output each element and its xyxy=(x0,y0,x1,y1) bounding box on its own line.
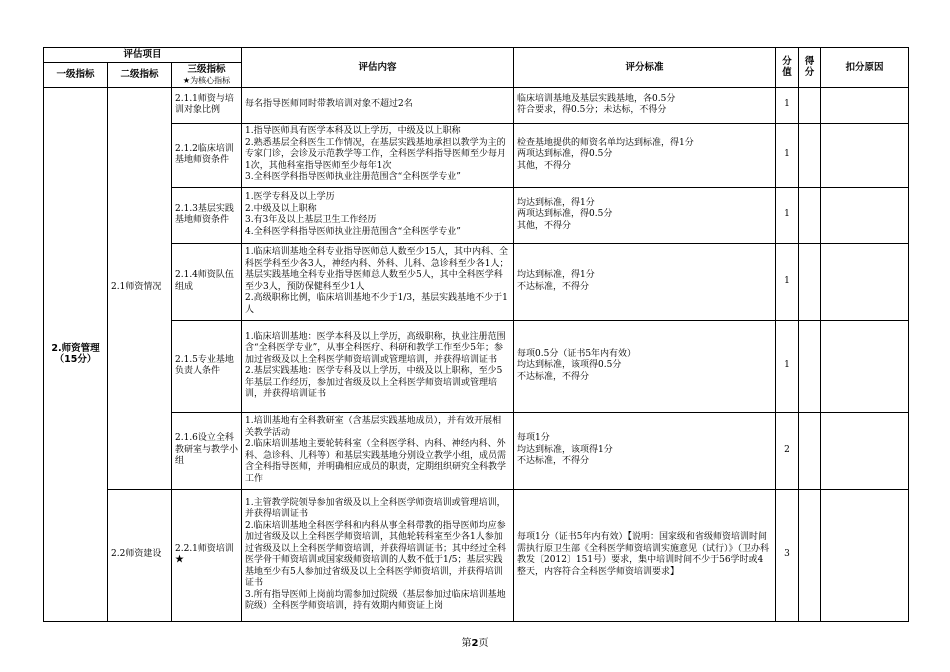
standard-cell: 临床培训基地及基层实践基地，各0.5分 符合要求，得0.5分；未达标，不得分 xyxy=(514,87,776,123)
obtained-cell[interactable] xyxy=(799,320,821,412)
table-row xyxy=(44,187,909,243)
score-cell: 2 xyxy=(776,412,799,489)
content-cell: 1.主管教学院领导参加省级及以上全科医学师资培训或管理培训，并获得培训证书 2.临床培训基地全科医学科和内科从事全科带教的指导医师均应参加过省级及以上全科医学师资培训，其他轮转科室至少各1人参加过省级及以上全科医学师资培训，并获得培训证书；其中经过全科医学骨干师资培训或国家级师资培训的人数不低于1/5；基层实践基地至少有5人参加过省级及以上全科医学师资培训，并获得培训证书 3.所有指导医师上岗前均需参加过院级（基层参加过临床培训基地院级）全科医学师资培训，持有效期内师资证上岗 xyxy=(242,489,514,621)
level3-cell: 2.1.3基层实践基地师资条件 xyxy=(172,187,242,243)
header-score: 分值 xyxy=(776,48,799,88)
header-level1: 一级指标 xyxy=(44,62,108,87)
obtained-cell[interactable] xyxy=(799,87,821,123)
score-cell: 1 xyxy=(776,320,799,412)
obtained-cell[interactable] xyxy=(799,123,821,187)
score-cell: 1 xyxy=(776,123,799,187)
table-row xyxy=(44,412,909,489)
obtained-cell[interactable] xyxy=(799,187,821,243)
obtained-cell[interactable] xyxy=(799,489,821,621)
reason-cell[interactable] xyxy=(821,489,909,621)
table-row xyxy=(44,123,909,187)
score-cell: 3 xyxy=(776,489,799,621)
level3-cell: 2.1.2临床培训基地师资条件 xyxy=(172,123,242,187)
level3-cell: 2.1.5专业基地负责人条件 xyxy=(172,320,242,412)
level2-cell: 2.2师资建设 xyxy=(108,489,172,621)
standard-cell: 每项1分 均达到标准，该项得1分 不达标准，不得分 xyxy=(514,412,776,489)
level3-cell: 2.1.1师资与培训对象比例 xyxy=(172,87,242,123)
table-row xyxy=(44,243,909,320)
level3-cell: 2.1.6设立全科教研室与教学小组 xyxy=(172,412,242,489)
header-deduction-reason: 扣分原因 xyxy=(821,48,909,88)
header-level3 xyxy=(172,62,242,87)
standard-cell: 均达到标准，得1分 不达标准，不得分 xyxy=(514,243,776,320)
score-cell: 1 xyxy=(776,187,799,243)
level1-cell: 2.师资管理 （15分） xyxy=(44,87,108,621)
reason-cell[interactable] xyxy=(821,123,909,187)
content-cell: 1.临床培训基地全科专业指导医师总人数至少15人，其中内科、全科医学科至少各3人，神经内科、外科、儿科、急诊科至少各1人；基层实践基地全科专业指导医师总人数至少5人，其中全科医学科至少3人，预防保健科至少1人 2.高级职称比例，临床培训基地不少于1/3，基层实践基地不少于1人 xyxy=(242,243,514,320)
content-cell: 每名指导医师同时带教培训对象不超过2名 xyxy=(242,87,514,123)
page-number: 2 xyxy=(471,638,479,649)
level3-cell: 2.1.4师资队伍组成 xyxy=(172,243,242,320)
standard-cell: 检查基地提供的师资名单均达到标准，得1分 两项达到标准，得0.5分 其他，不得分 xyxy=(514,123,776,187)
table-row xyxy=(44,489,909,621)
reason-cell[interactable] xyxy=(821,87,909,123)
table-row xyxy=(44,320,909,412)
score-cell: 1 xyxy=(776,87,799,123)
header-standard: 评分标准 xyxy=(514,48,776,88)
level3-cell: 2.2.1师资培训★ xyxy=(172,489,242,621)
header-level2: 二级指标 xyxy=(108,62,172,87)
content-cell: 1.医学专科及以上学历 2.中级及以上职称 3.有3年及以上基层卫生工作经历 4.全科医学科指导医师执业注册范围含“全科医学专业” xyxy=(242,187,514,243)
header-evaluation-items: 评估项目 xyxy=(44,48,242,63)
page-suffix: 页 xyxy=(478,638,489,649)
standard-cell: 均达到标准，得1分 两项达到标准，得0.5分 其他，不得分 xyxy=(514,187,776,243)
content-cell: 1.临床培训基地：医学本科及以上学历，高级职称，执业注册范围含“全科医学专业”，从事全科医疗、科研和教学工作至少5年；参加过省级及以上全科医学师资培训或管理培训，并获得培训证书 2.基层实践基地：医学专科及以上学历，中级及以上职称，至少5年基层工作经历，参加过省级及以上全科医学师资培训或管理培训，并获得培训证书 xyxy=(242,320,514,412)
reason-cell[interactable] xyxy=(821,320,909,412)
obtained-cell[interactable] xyxy=(799,243,821,320)
reason-cell[interactable] xyxy=(821,243,909,320)
content-cell: 1.指导医师具有医学本科及以上学历，中级及以上职称 2.熟悉基层全科医生工作情况，在基层实践基地承担以教学为主的专家门诊，会诊及示范教学等工作，全科医学科指导医师至少每月1次，其他科室指导医师至少每年1次 3.全科医学科指导医师执业注册范围含“全科医学专业” xyxy=(242,123,514,187)
header-level3-label: 三级指标 xyxy=(187,64,226,76)
page-prefix: 第 xyxy=(461,638,472,649)
header-obtained: 得分 xyxy=(799,48,821,88)
evaluation-table xyxy=(43,47,909,622)
level2-cell: 2.1师资情况 xyxy=(108,87,172,489)
header-level3-note: ★为核心指标 xyxy=(182,75,231,85)
reason-cell[interactable] xyxy=(821,412,909,489)
page-footer xyxy=(0,634,950,649)
reason-cell[interactable] xyxy=(821,187,909,243)
content-cell: 1.培训基地有全科教研室（含基层实践基地成员），并有效开展相关教学活动 2.临床培训基地主要轮转科室（全科医学科、内科、神经内科、外科、急诊科、儿科等）和基层实践基地分别设立教学小组，成员需含全科指导医师，并明确相应成员的职责，定期组织研究全科教学工作 xyxy=(242,412,514,489)
score-cell: 1 xyxy=(776,243,799,320)
table-row xyxy=(44,87,909,123)
standard-cell: 每项0.5分（证书5年内有效） 均达到标准，该项得0.5分 不达标准，不得分 xyxy=(514,320,776,412)
header-content: 评估内容 xyxy=(242,48,514,88)
obtained-cell[interactable] xyxy=(799,412,821,489)
standard-cell: 每项1分（证书5年内有效）【说明：国家级和省级师资培训时间需执行原卫生部《全科医学师资培训实施意见（试行）》（卫办科教发〔2012〕151号）要求，集中培训时间不少于56学时或4整天，内容符合全科医学师资培训要求】 xyxy=(514,489,776,621)
